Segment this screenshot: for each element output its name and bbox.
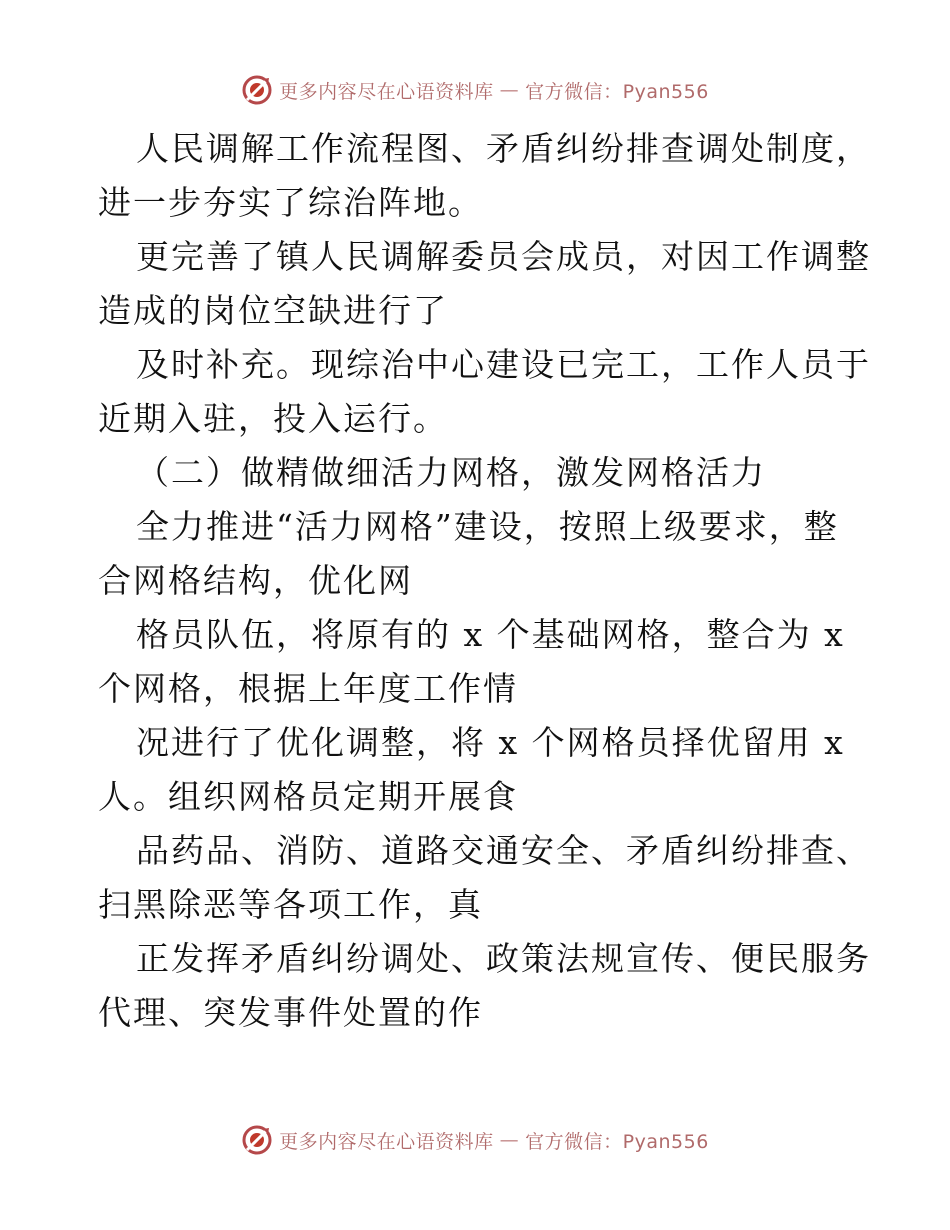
watermark-separator: —	[499, 79, 520, 101]
body-line-15: 扫黑除恶等各项工作，真	[98, 885, 483, 924]
footer-watermark	[0, 1120, 950, 1160]
watermark-site-text: 更多内容尽在心语资料库	[279, 80, 494, 103]
body-line-3: 更完善了镇人民调解委员会成员，对因工作调整	[136, 237, 871, 276]
body-line-8: 全力推进“活力网格”建设，按照上级要求，整	[136, 507, 839, 546]
body-line-4: 造成的岗位空缺进行了	[98, 291, 448, 330]
logo-icon	[241, 74, 273, 106]
body-line-2: 进一步夯实了综治阵地。	[98, 183, 483, 222]
body-line-6: 近期入驻，投入运行。	[98, 399, 448, 438]
watermark-account-text: 官方微信：Pyan556	[525, 1130, 709, 1153]
body-line-14: 品药品、消防、道路交通安全、矛盾纠纷排查、	[136, 831, 871, 870]
watermark	[241, 74, 709, 106]
watermark-site-text: 更多内容尽在心语资料库	[279, 1130, 494, 1153]
watermark-separator: —	[499, 1129, 520, 1151]
body-line-13: 人。组织网格员定期开展食	[98, 777, 518, 816]
logo-icon	[241, 1124, 273, 1156]
header-watermark	[0, 70, 950, 110]
watermark-account-text: 官方微信：Pyan556	[525, 80, 709, 103]
body-line-16: 正发挥矛盾纠纷调处、政策法规宣传、便民服务	[136, 939, 871, 978]
body-line-17: 代理、突发事件处置的作	[98, 993, 483, 1032]
section-heading: （二）做精做细活力网格，激发网格活力	[136, 453, 766, 492]
body-line-1: 人民调解工作流程图、矛盾纠纷排查调处制度，	[136, 129, 871, 168]
body-line-5: 及时补充。现综治中心建设已完工，工作人员于	[136, 345, 871, 384]
body-line-12: 况进行了优化调整，将 x 个网格员择优留用 x	[136, 723, 845, 762]
body-line-9: 合网格结构，优化网	[98, 561, 413, 600]
body-line-11: 个网格，根据上年度工作情	[98, 669, 518, 708]
watermark	[241, 1124, 709, 1156]
body-line-10: 格员队伍，将原有的 x 个基础网格，整合为 x	[136, 615, 845, 654]
document-body	[98, 122, 871, 1040]
